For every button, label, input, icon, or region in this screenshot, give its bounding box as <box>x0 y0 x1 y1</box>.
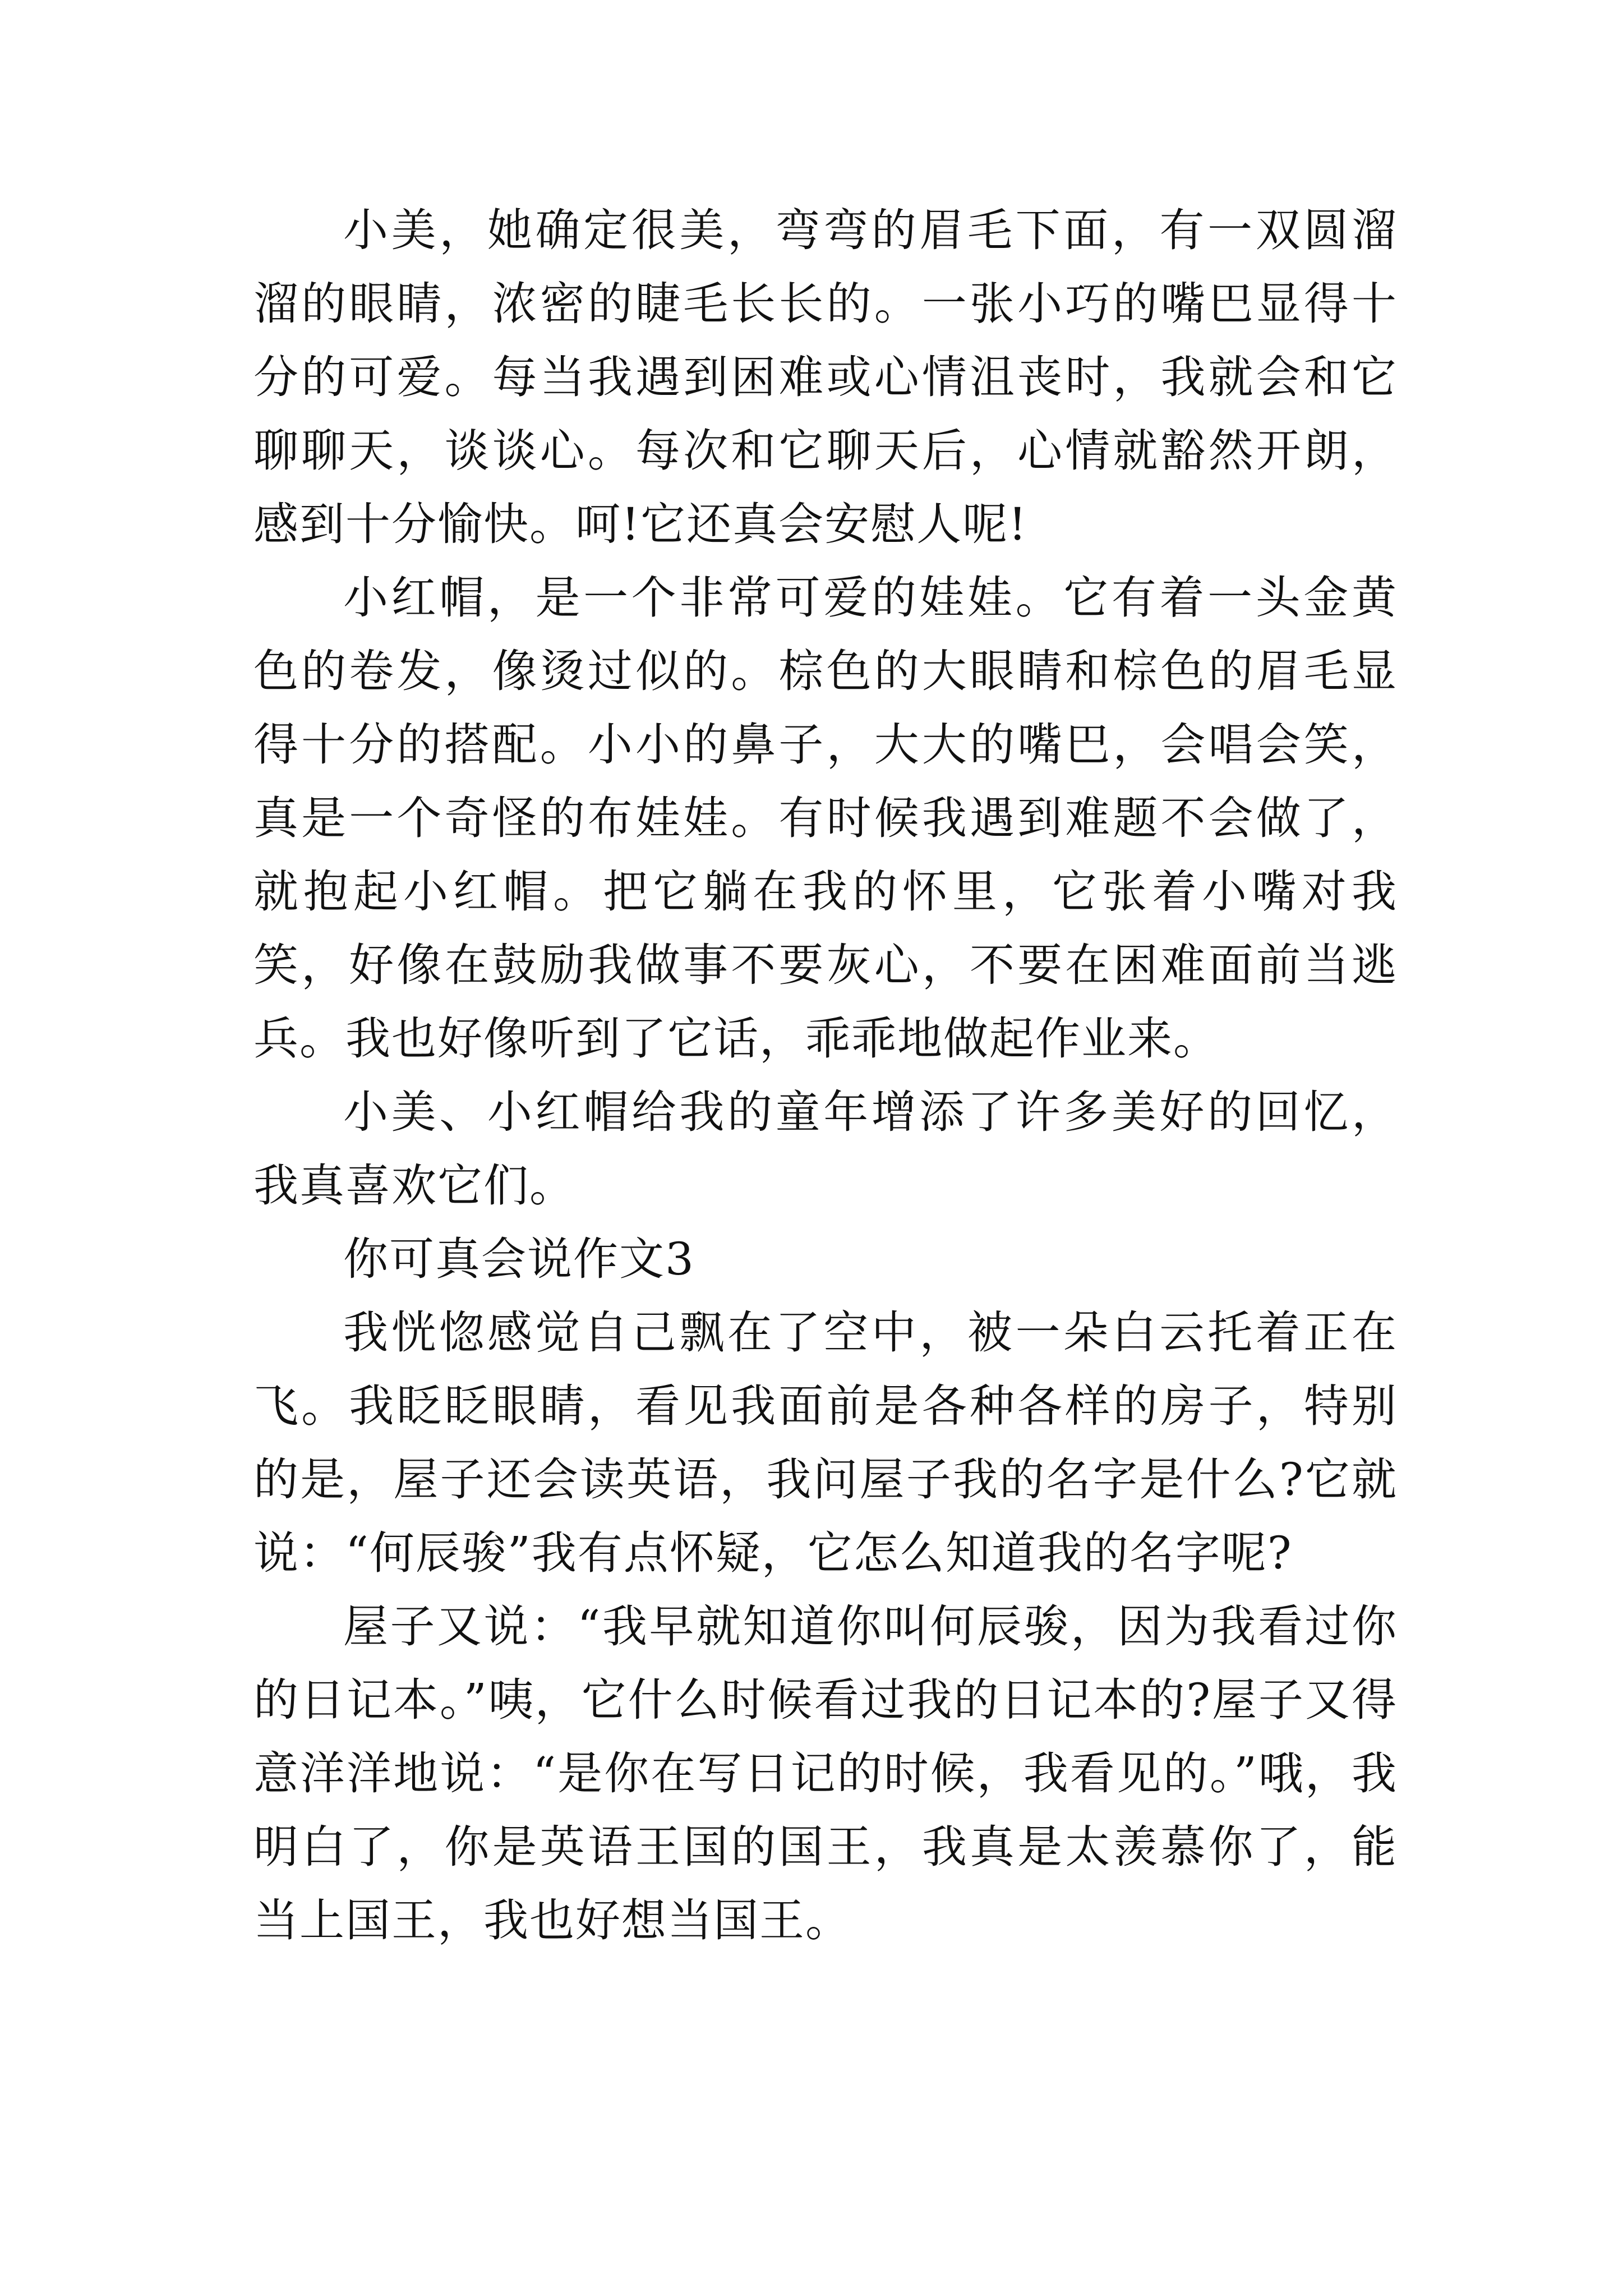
paragraph-flying-dream: 我恍惚感觉自己飘在了空中，被一朵白云托着正在飞。我眨眨眼睛，看见我面前是各种各样的房子，特别的是，屋子还会读英语，我问屋子我的名字是什么?它就说：“何辰骏”我有点怀疑，它怎么知道我的名字呢? <box>253 1306 1398 1579</box>
section-heading: 你可真会说作文3 <box>343 1233 695 1285</box>
paragraph-xiaohongmao: 小红帽，是一个非常可爱的娃娃。它有着一头金黄色的卷发，像烫过似的。棕色的大眼睛和棕色的眉毛显得十分的搭配。小小的鼻子，大大的嘴巴，会唱会笑，真是一个奇怪的布娃娃。有时候我遇到难题不会做了，就抱起小红帽。把它躺在我的怀里，它张着小嘴对我笑，好像在鼓励我做事不要灰心，不要在困难面前当逃兵。我也好像听到了它话，乖乖地做起作业来。 <box>253 572 1398 1065</box>
paragraph-english-kingdom: 屋子又说：“我早就知道你叫何辰骏，因为我看过你的日记本。”咦，它什么时候看过我的日记本的?屋子又得意洋洋地说：“是你在写日记的时候，我看见的。”哦，我明白了，你是英语王国的国王，我真是太羡慕你了，能当上国王，我也好想当国王。 <box>253 1600 1398 1947</box>
paragraph-childhood-memories: 小美、小红帽给我的童年增添了许多美好的回忆，我真喜欢它们。 <box>253 1086 1398 1212</box>
document-body <box>253 194 1398 1957</box>
paragraph-xiaomei: 小美，她确定很美，弯弯的眉毛下面，有一双圆溜溜的眼睛，浓密的睫毛长长的。一张小巧的嘴巴显得十分的可爱。每当我遇到困难或心情沮丧时，我就会和它聊聊天，谈谈心。每次和它聊天后，心情就豁然开朗，感到十分愉快。呵!它还真会安慰人呢! <box>253 204 1398 550</box>
